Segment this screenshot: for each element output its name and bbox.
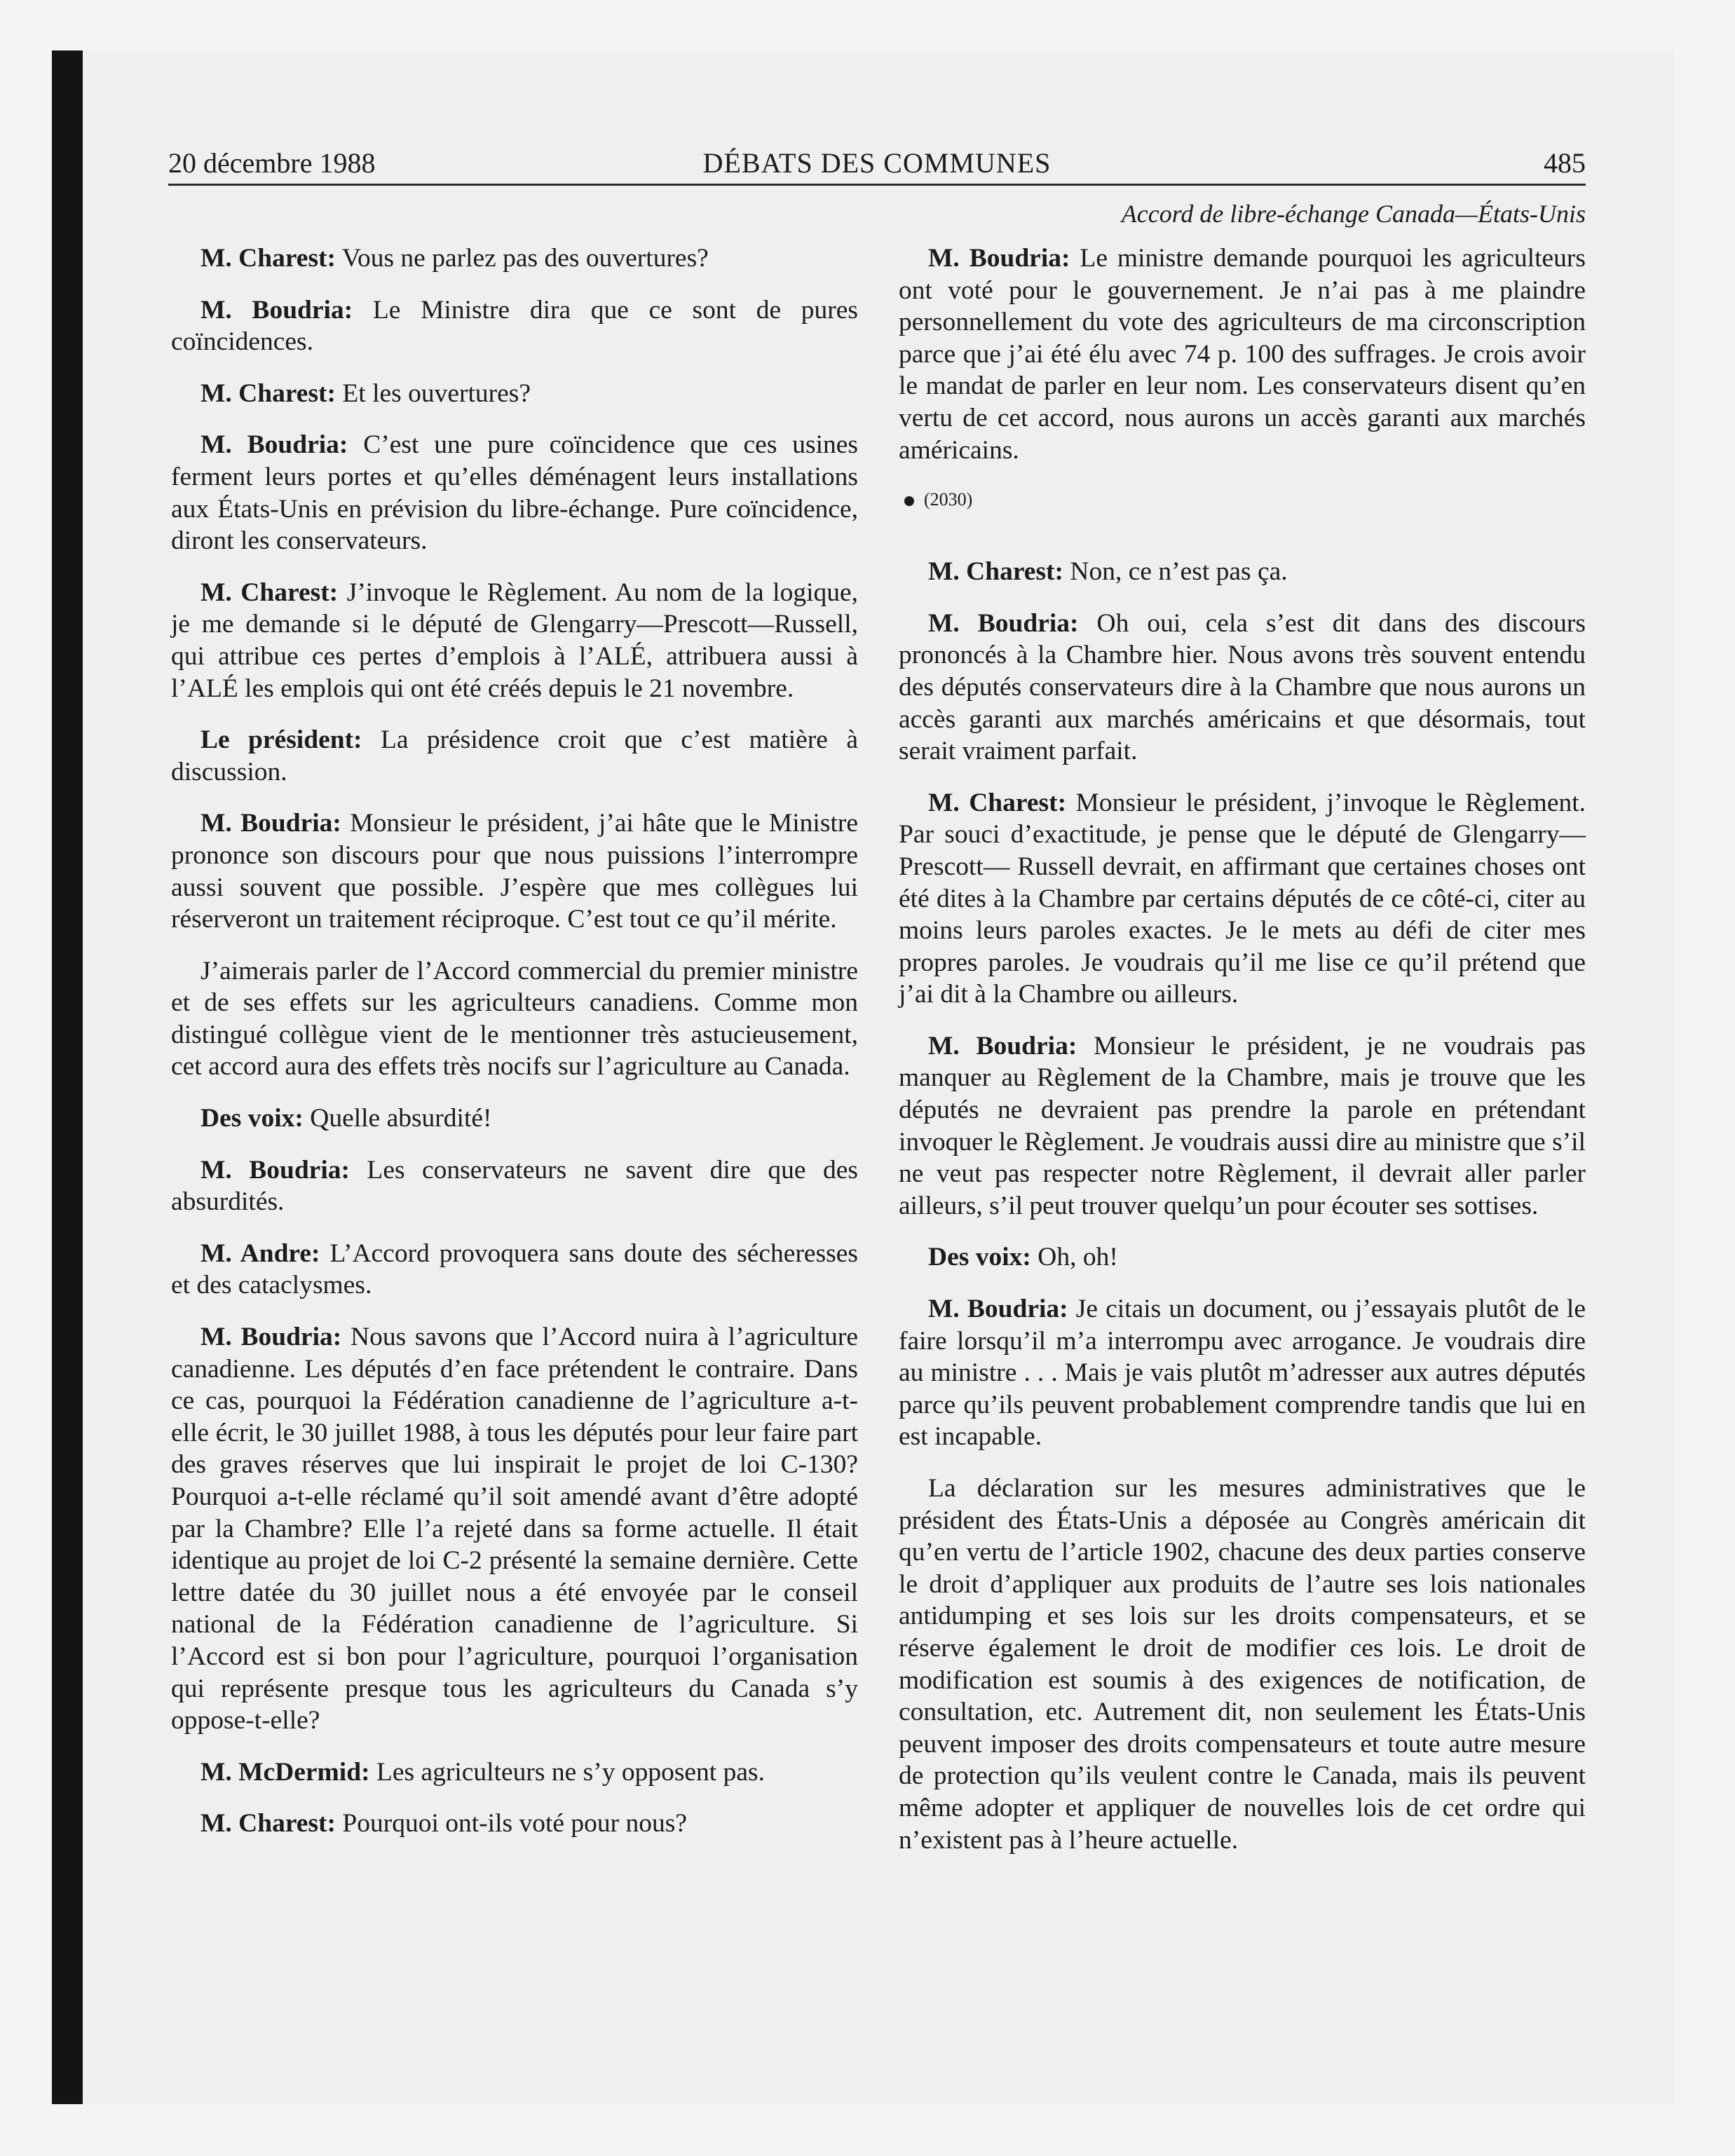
speech-text: Et les ouvertures? <box>336 378 531 408</box>
speech-paragraph <box>171 378 858 410</box>
speech-paragraph <box>899 1241 1586 1274</box>
speech-text: Le Ministre dira que ce sont de pures coïncidences. <box>171 295 859 357</box>
speaker-name: M. Boudria: <box>200 295 353 325</box>
right-column-upper <box>899 243 1586 466</box>
speaker-name: M. Charest: <box>200 244 336 273</box>
speaker-name: M. Boudria: <box>928 1031 1077 1060</box>
page-header <box>168 146 1586 181</box>
speaker-name: Des voix: <box>200 1104 304 1133</box>
speaker-name: M. Charest: <box>200 378 336 408</box>
speech-text: L’Accord provoquera sans doute des sécheresses et des cataclysmes. <box>171 1239 859 1300</box>
time-marker-label: (2030) <box>924 489 973 510</box>
speech-text: Les conservateurs ne savent dire que des absurdités. <box>171 1155 858 1217</box>
speech-text: Nous savons que l’Accord nuira à l’agriculture canadienne. Les députés d’en face prétendent le contraire. Dans ce cas, pourquoi la Fédération canadienne de l’agriculture a-t-elle écrit, le 30 juillet 1988, à tous les députés pour leur faire part des graves réserves que lui inspirait le projet de loi C-130? Pourquoi a-t-elle réclamé qu’il soit amendé avant d’être adopté par la Chambre? Elle l’a rejeté dans sa forme actuelle. Il était identique au projet de loi C-2 présenté la semaine dernière. Cette lettre datée du 30 juillet nous a été envoyée par le conseil national de la Fédération canadienne de l’agriculture. Si l’Accord est si bon pour l’agriculture, pourquoi l’organisation qui représente presque tous les agriculteurs du Canada s’y oppose-t-elle? <box>171 1323 858 1735</box>
speech-text: Pourquoi ont-ils voté pour nous? <box>336 1809 688 1838</box>
speaker-name: Des voix: <box>928 1243 1031 1272</box>
speech-text: La déclaration sur les mesures administratives que le président des États-Unis a déposée au Congrès américain dit qu’en vertu de l’article 1902, chacune des deux parties conserve le droit d’appliquer aux produits de l’autre ses lois nationales antidumping et ses lois sur les droits compensateurs, et se réserve également le droit de modifier ces lois. Le droit de modification est soumis à des exigences de notification, de consultation, etc. Autrement dit, non seulement les États-Unis peuvent imposer des droits compensateurs et toute autre mesure de protection qu’ils veulent contre le Canada, mais ils peuvent même adopter et appliquer de nouvelles lois de cet ordre qui n’existent pas à l’heure actuelle. <box>899 1474 1586 1855</box>
time-marker <box>904 486 1586 514</box>
speech-text: Quelle absurdité! <box>303 1104 492 1133</box>
speech-paragraph <box>899 787 1586 1011</box>
speech-text: Le ministre demande pourquoi les agriculteurs ont voté pour le gouvernement. Je n’ai pas à me plaindre personnellement du vote des agriculteurs de ma circonscription parce que j’ai été élu avec 74 p. 100 des suffrages. Je crois avoir le mandat de parler en leur nom. Les conservateurs disent qu’en vertu de cet accord, nous aurons un accès garanti aux marchés américains. <box>899 244 1586 465</box>
speech-text: J’aimerais parler de l’Accord commercial du premier ministre et de ses effets sur les agriculteurs canadiens. Comme mon distingué collègue vient de le mentionner très astucieusement, cet accord aura des effets très nocifs sur l’agriculture au Canada. <box>171 956 858 1082</box>
speech-paragraph <box>899 1030 1586 1222</box>
left-column-top-gap <box>171 198 858 243</box>
speech-text: J’invoque le Règlement. Au nom de la logique, je me demande si le député de Glengarry—Prescott—Russell, qui attribue ces pertes d’emplois à l’ALÉ, attribuera aussi à l’ALÉ les emplois qui ont été créés depuis le 21 novembre. <box>171 578 859 703</box>
speaker-name: Le président: <box>200 725 362 755</box>
speech-text: Les agriculteurs ne s’y opposent pas. <box>369 1757 765 1787</box>
speech-paragraph <box>171 807 858 935</box>
speech-text: Monsieur le président, je ne voudrais pas manquer au Règlement de la Chambre, mais je trouve que les députés ne devraient pas prendre la parole en prétendant invoquer le Règlement. Je voudrais aussi dire au ministre que s’il ne veut pas respecter notre Règlement, il devrait aller parler ailleurs, s’il peut trouver quelqu’un pour écouter ses sottises. <box>899 1031 1586 1220</box>
scan-binding-edge <box>52 50 83 2104</box>
speaker-name: M. Boudria: <box>200 809 341 838</box>
speech-text: La présidence croit que c’est matière à discussion. <box>171 725 858 786</box>
speech-text: Je citais un document, ou j’essayais plutôt de le faire lorsqu’il m’a interrompu avec arrogance. Je voudrais dire au ministre . . . Mais je vais plutôt m’adresser aux autres députés parce qu’ils peuvent probablement comprendre tandis que lui en est incapable. <box>899 1295 1586 1452</box>
speech-paragraph <box>899 1473 1586 1856</box>
speech-paragraph <box>171 243 858 275</box>
speaker-name: M. Charest: <box>200 1809 336 1838</box>
speech-paragraph <box>899 608 1586 767</box>
right-column-lower <box>899 556 1586 1856</box>
speech-paragraph <box>171 1808 858 1840</box>
speaker-name: M. Charest: <box>928 557 1064 587</box>
speech-paragraph <box>171 724 858 788</box>
speech-paragraph <box>171 577 858 704</box>
speech-paragraph <box>171 1154 858 1218</box>
speech-text: Non, ce n’est pas ça. <box>1063 557 1288 587</box>
speech-text: Oh oui, cela s’est dit dans des discours prononcés à la Chambre hier. Nous avons très souvent entendu des députés conservateurs dire à la Chambre que nous aurons un accès garanti aux marchés américains et que désormais, tout serait vraiment parfait. <box>899 608 1586 766</box>
speaker-name: M. Boudria: <box>928 1295 1068 1324</box>
speaker-name: M. Boudria: <box>200 1323 342 1352</box>
speech-paragraph <box>899 556 1586 588</box>
speech-paragraph <box>171 1756 858 1789</box>
speech-paragraph <box>171 429 858 557</box>
speech-paragraph <box>899 243 1586 466</box>
section-subheading: Accord de libre-échange Canada—États-Unis <box>1121 200 1586 228</box>
speaker-name: M. Charest: <box>928 788 1067 817</box>
header-date: 20 décembre 1988 <box>168 147 376 179</box>
speech-text: Monsieur le président, j’invoque le Règlement. Par souci d’exactitude, je pense que le député de Glengarry—Prescott— Russell devrait, en affirmant que certaines choses ont été dites à la Chambre par certains députés de ce côté-ci, citer au moins leurs paroles exactes. Je le mets au défi de citer mes propres paroles. Je voudrais qu’il me lise ce qu’il prétend que j’ai dit à la Chambre ou ailleurs. <box>899 788 1586 1009</box>
speaker-name: M. McDermid: <box>200 1757 370 1787</box>
speaker-name: M. Boudria: <box>928 244 1070 273</box>
speech-text: Vous ne parlez pas des ouvertures? <box>336 244 709 273</box>
speaker-name: M. Charest: <box>200 578 339 607</box>
right-column <box>899 198 1586 1876</box>
speech-paragraph <box>171 1238 858 1302</box>
speaker-name: M. Andre: <box>200 1239 320 1268</box>
speech-text: C’est une pure coïncidence que ces usines ferment leurs portes et qu’elles déménagent leurs installations aux États-Unis en prévision du libre-échange. Pure coïncidence, diront les conservateurs. <box>171 430 858 556</box>
speaker-name: M. Boudria: <box>928 608 1079 638</box>
speech-paragraph <box>171 294 858 358</box>
speech-text: Monsieur le président, j’ai hâte que le Ministre prononce son discours pour que nous puissions l’interrompre aussi souvent que possible. J’espère que mes collègues lui réserveront un traitement réciproque. C’est tout ce qu’il mérite. <box>171 809 858 934</box>
speaker-name: M. Boudria: <box>200 1155 350 1185</box>
header-rule <box>168 184 1586 186</box>
left-column <box>171 198 858 1860</box>
header-page-number: 485 <box>1544 147 1586 179</box>
speech-paragraph <box>899 1293 1586 1453</box>
speech-paragraph <box>171 1103 858 1135</box>
speech-paragraph <box>171 955 858 1083</box>
speech-paragraph <box>171 1321 858 1737</box>
header-title: DÉBATS DES COMMUNES <box>702 147 1052 179</box>
bullet-icon <box>904 496 914 506</box>
speaker-name: M. Boudria: <box>200 430 348 460</box>
speech-text: Oh, oh! <box>1030 1243 1118 1272</box>
